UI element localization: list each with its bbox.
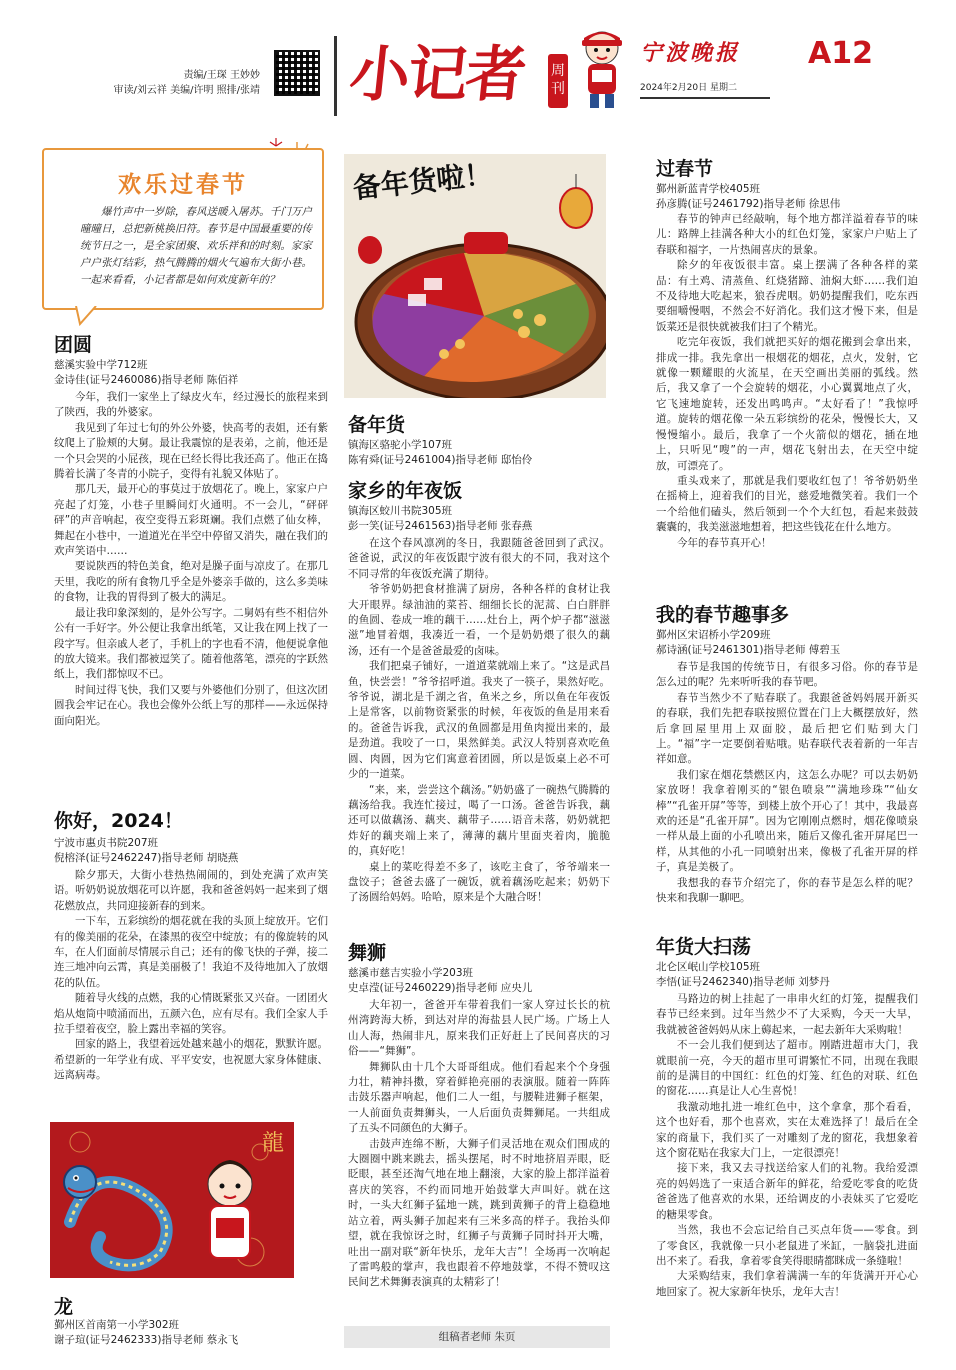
credits-block (60, 68, 260, 98)
paragraph: 今年的春节真开心！ (677, 536, 772, 549)
paper-logo: 宁波晚报 (640, 40, 741, 66)
new-year-goods-illustration-icon (344, 154, 606, 398)
paragraph: 回家的路上，我望着远处越来越小的烟花，默默许愿。希望新的一年学业有成、平平安安，也祝愿大家身体健康、远离病毒。 (54, 1038, 328, 1082)
article-title-quwei: 我的春节趣事多 (656, 604, 790, 626)
reporter-mascot-icon (572, 26, 630, 110)
article-title-long: 龙 (54, 1296, 74, 1318)
paragraph: 大年初一，爸爸开车带着我们一家人穿过长长的杭州湾跨海大桥，到达对岸的海盐县人民广场。广场上人山人海，热闹非凡，原来我们正好赶上了民间喜庆的习俗——“舞狮”。 (348, 999, 610, 1058)
qr-code[interactable] (274, 50, 320, 96)
article-author-guochunjie: 孙彦腾(证号2461792)指导老师 徐思伟 (656, 198, 841, 210)
article-school-quwei: 鄞州区宋诏桥小学209班 (656, 629, 771, 641)
article-author-beinianhuo: 陈宥舜(证号2461004)指导老师 邸怡伶 (348, 454, 533, 466)
paragraph: 一下车，五彩缤纷的烟花就在我的头顶上绽放开。它们有的像美丽的花朵，在漆黑的夜空中绽放；有的像旋转的风车，在人们面前尽情展示自己；还有的像飞快的子弹，接二连三地冲向云霄，真是美丽极了！我迫不及待地加入了放烟花的队伍。 (54, 915, 328, 989)
paragraph: 春节当然少不了贴春联了。我跟爸爸妈妈展开新买的春联，我们先把春联按照位置在门上大概摆放好，然后拿回屋里用上双面胶，最后把它们贴到大门上。“福”字一定要倒着贴哦。贴春联代表着新的一年吉祥如意。 (656, 691, 918, 766)
paragraph: 爷爷奶奶把食材推满了厨房，各种各样的食材让我大开眼界。绿油油的菜苔、细细长长的泥蒿、白白胖胖的鱼圆、卷成一堆的藕干……灶台上，两个炉子都“滋滋滋”地冒着烟，我凑近一看，一个是奶奶煨了很久的藕汤，还有一个是爸爸最爱的卤味。 (348, 583, 610, 657)
goods-drawing-text: 备年货啦！ (351, 157, 494, 205)
paragraph: 当然，我也不会忘记给自己买点年货——零食。到了零食区，我就像一只小老鼠进了米缸，一脑袋扎进面出不来了。看我，拿着零食笑得眼睛都眯成一条缝啦！ (656, 1224, 918, 1267)
dragon-illustration-icon (50, 1122, 294, 1278)
article-school-jiaxiang: 镇海区蛟川书院305班 (348, 505, 453, 517)
article-title-guochunjie: 过春节 (656, 158, 714, 180)
issue-date: 2024年2月20日 星期二 (640, 80, 770, 99)
paragraph: 马路边的树上挂起了一串串火红的灯笼，提醒我们春节已经来到。过年当然少不了大采购，今天一大早，我就被爸爸妈妈从床上薅起来，一起去新年大采购啦！ (656, 993, 918, 1036)
intro-text: 爆竹声中一岁除，春风送暖入屠苏。千门万户曈曈日，总把新桃换旧符。春节是中国最重要的传统节日之一，是全家团聚、欢乐祥和的时刻。家家户户张灯结彩，热气腾腾的烟火气遍布大街小巷。一起来看看，小记者都是如何欢度新年的？ (80, 206, 312, 286)
paragraph: 接下来，我又去寻找送给家人们的礼物。我给爱漂亮的妈妈选了一束适合新年的鲜花，给爱吃零食的吃货爸爸选了他喜欢的水果，还给调皮的小表妹买了它爱吃的糖果零食。 (656, 1162, 918, 1221)
article-body-jiaxiang (348, 536, 610, 922)
article-author-nihao: 倪榕泽(证号2462247)指导老师 胡晓燕 (54, 852, 239, 864)
paragraph: 春节的钟声已经敲响，每个地方都洋溢着春节的味儿：路牌上挂满各种大小的红色灯笼，家家户户贴上了春联和福字，一片热闹喜庆的景象。 (656, 213, 918, 256)
article-body-quwei (656, 660, 918, 924)
paragraph: 舞狮队由十几个大哥哥组成。他们看起来个个身强力壮，精神抖擞，穿着鲜艳亮丽的表演服。随着一阵阵击鼓乐器声响起，他们二人一组，与腰鞋进狮子框架，一人前面负责舞狮头，一人后面负责舞狮尾。一共组成了五头不同颜色的大狮子。 (348, 1060, 610, 1135)
credits-line-1: 责编/王琛 王妙妙 (183, 70, 260, 81)
article-school-nihao: 宁波市惠贞书院207班 (54, 837, 159, 849)
paragraph: 春节是我国的传统节日，有很多习俗。你的春节是怎么过的呢？先来听听我的春节吧。 (656, 661, 918, 689)
paragraph: 我们家在烟花禁燃区内，这怎么办呢？可以去奶奶家放呀！我拿着刚买的“银色喷泉”“满地珍珠”“仙女棒”“孔雀开屏”等等，到楼上放个开心了！其中，我最喜欢的还是“孔雀开屏”。因为它刚刚点燃时，烟花像喷泉一样从最上面的小孔喷出来，随后又像孔雀开屏尾巴一样，从其他的小孔一同喷射出来，像极了孔雀开屏的样子，真是美极了。 (656, 768, 918, 874)
article-author-quwei: 郝诗涵(证号2461301)指导老师 傅碧玉 (656, 644, 841, 656)
article-school-beinianhuo: 镇海区骆驼小学107班 (348, 439, 453, 451)
article-school-nianhuo: 北仑区岷山学校105班 (656, 961, 761, 973)
article-school-tuanyuan: 慈溪实验中学712班 (54, 359, 148, 371)
article-body-wushi (348, 998, 610, 1318)
speech-tail-icon (74, 306, 100, 326)
article-title-nianhuo: 年货大扫荡 (656, 936, 752, 958)
article-author-nianhuo: 李悟(证号2462340)指导老师 刘梦丹 (656, 976, 830, 988)
paragraph: 最让我印象深刻的，是外公写字。二舅妈有些不相信外公有一手好字。外公便让我拿出纸笔，又让我在网上找了一段字写。但亲戚人老了，手机上的字也看不清，他便说拿他的放大镜来。我们都被逗笑了。随着他落笔，漂亮的字跃然纸上，我们都惊叹不已。 (54, 606, 328, 681)
paragraph: 重头戏来了，那就是我们要收红包了！爷爷奶奶坐在摇椅上，迎着我们的目光，慈爱地微笑着。我们一个一个给他们磕头，然后领到一个个大红包，看起来鼓鼓囊囊的，我美滋滋地想着，把这些钱花在什么地方。 (656, 474, 918, 534)
article-title-nihao: 你好，2024！ (54, 810, 183, 832)
paragraph: “来，来，尝尝这个藕汤。”奶奶盛了一碗热气腾腾的藕汤给我。我连忙接过，喝了一口汤。爸爸告诉我，藕还可以做藕汤、藕夹、藕带子……语音未落，奶奶就把炸好的藕夹端上来了，薄薄的藕片里面夹着肉，脆脆的，真好吃！ (348, 783, 610, 858)
paragraph: 今年，我们一家坐上了绿皮火车，经过漫长的旅程来到了陕西，我的外婆家。 (54, 391, 328, 419)
paragraph: 我激动地扎进一堆红色中，这个拿拿，那个看看，这个也好看，那个也喜欢，实在太难选择了！最后在全家的商量下，我们买了一对雕刻了龙的窗花，我想象着这个窗花贴在我家大门上，一定很漂亮！ (656, 1100, 918, 1160)
article-title-beinianhuo: 备年货 (348, 414, 406, 436)
intro-box (42, 148, 324, 310)
article-author-long: 谢子瑄(证号2462333)指导老师 蔡永飞 (54, 1334, 239, 1346)
masthead-title: 小记者 (346, 40, 528, 110)
article-author-wushi: 史卓滢(证号2460229)指导老师 应央儿 (348, 982, 533, 994)
paragraph: 吃完年夜饭，我们就把买好的烟花搬到会拿出来，排成一排。我先拿出一根烟花的烟花，点火，发射，它就像一颗耀眼的火流星，在天空画出美丽的弧线。然后，我又拿了一个会旋转的烟花，小心翼翼地点了火，它飞速地旋转，还发出鸣鸣声。“太好看了！”我惊呼道。旋转的烟花像一朵五彩缤纷的花朵，慢慢长大，又慢慢缩小。最后，我拿了一个火箭似的烟花，插在地上，只听见“嗖”的一声，烟花飞射出去，在天空中绽放，可漂亮了。 (656, 336, 918, 472)
article-body-guochunjie (656, 212, 918, 592)
paragraph: 不一会儿我们便到达了超市。刚踏进超市大门，我就眼前一亮，今天的超市里可谓繁忙不同，出现在我眼前的是满目的中国红：红色的灯笼、红色的对联、红色的窗花……真是让人心生喜悦！ (656, 1039, 918, 1098)
article-title-wushi: 舞狮 (348, 942, 387, 964)
page-number: A12 (808, 36, 873, 71)
article-school-long: 鄞州区首南第一小学302班 (54, 1319, 180, 1331)
paragraph: 击鼓声连绵不断，大狮子们灵活地在观众们围成的大圈圈中跳来跳去，摇头摆尾，时不时地挤眉弄眼，眨眨眼，甚至还淘气地在地上翻滚，大家的脸上都洋溢着喜庆的笑容，不约而同地开始鼓掌大声叫好。就在这时，一头大红狮子猛地一跳，跳到黄狮子的背上稳稳地站立着，两头狮子加起来有三米多高的样子。我抬头仰望，就在我惊讶之时，红狮子与黄狮子同时抖开大嘴，吐出一副对联“新年快乐，龙年大吉”！全场再一次响起了雷鸣般的掌声，我也跟着不停地鼓掌，不得不赞叹这民间艺术舞狮表演真的太精彩了！ (348, 1137, 610, 1289)
paragraph: 我们把桌子铺好，一道道菜就端上来了。“这是武昌鱼，快尝尝！”爷爷招呼道。我夹了一筷子，果然好吃。爷爷说，湖北是千湖之省，鱼米之乡，所以鱼在年夜饭上是常客，以前物资紧张的时候，年夜饭的鱼是用来看的。爸爸告诉我，武汉的鱼圆都是用鱼肉搅出来的，最是劲道。我咬了一口，果然鲜美。武汉人特别喜欢吃鱼圆、肉圆，因为它们寓意着团圆，所以是饭桌上必不可少的一道菜。 (348, 660, 610, 781)
weekly-badge: 周刊 (548, 54, 568, 108)
new-year-goods-drawing (344, 154, 606, 398)
paragraph: 那几天，最开心的事莫过于放烟花了。晚上，家家户户亮起了灯笼，小巷子里瞬间灯火通明。不一会儿，“砰砰砰”的声音响起，夜空变得五彩斑斓。我们点燃了仙女棒，舞起在小巷中，一道道光在半空中停留又消失，融在我们的欢声笑语中…… (54, 483, 328, 558)
dragon-drawing (50, 1122, 294, 1278)
paragraph: 除夕的年夜饭很丰富。桌上摆满了各种各样的菜品：有土鸡、清蒸鱼、红烧猪蹄、油焖大虾……我们迫不及待地大吃起来，狼吞虎咽。奶奶提醒我们，吃东西要细嚼慢咽，不然会不好消化。我们这才慢下来，但是饭菜还是很快就被我们扫了个精光。 (656, 259, 918, 333)
credits-line-2: 审读/刘云祥 美编/许明 照排/张靖 (113, 85, 260, 96)
article-body-nihao (54, 868, 328, 1110)
dragon-drawing-text: 龍 (262, 1131, 285, 1156)
header-divider (334, 36, 337, 116)
paragraph: 桌上的菜吃得差不多了，该吃主食了，爷爷端来一盘饺子；爸爸去盛了一碗饭，就着藕汤吃起来；奶奶下了汤圆给妈妈。哈哈，原来是个大融合呀！ (348, 860, 610, 904)
page-editor: 组稿者老师 朱页 (344, 1326, 610, 1348)
article-author-tuanyuan: 金诗佳(证号2460086)指导老师 陈佰祥 (54, 374, 239, 386)
paragraph: 大采购结束，我们拿着满满一车的年货满开开心心地回家了。祝大家新年快乐，龙年大吉！ (656, 1270, 918, 1298)
intro-title: 欢乐过春节 (118, 172, 248, 198)
paragraph: 我想我的春节介绍完了，你的春节是怎么样的呢？快来和我聊一聊吧。 (656, 876, 918, 905)
paragraph: 随着导火线的点燃，我的心情既紧张又兴奋。一团团火焰从炮筒中喷涌而出，五颜六色，应有尽有。我们全家人手拉手望着夜空，脸上露出幸福的笑容。 (54, 992, 328, 1036)
article-school-wushi: 慈溪市慈吉实验小学203班 (348, 967, 474, 979)
article-school-guochunjie: 鄞州新蓝青学校405班 (656, 183, 761, 195)
article-body-nianhuo (656, 992, 918, 1354)
paragraph: 除夕那天，大街小巷热热闹闹的，到处充满了欢声笑语。听奶奶说放烟花可以许愿，我和爸爸妈妈一起来到了烟花燃放点，共同迎接新春的到来。 (54, 869, 328, 912)
paragraph: 时间过得飞快，我们又要与外婆他们分别了，但这次团圆我会牢记在心。我也会像外公纸上写的那样——永远保持面向阳光。 (54, 683, 328, 727)
paragraph: 我见到了年过七旬的外公外婆，快高考的表姐，还有紫纹爬上了脸颊的大舅。最让我震惊的是表弟，之前，他还是一个只会哭的小屁孩，现在已经长得比我还高了。他正在捣腾着长满了冬青的小院子，变得有礼貌又体贴了。 (54, 421, 328, 481)
paragraph: 要说陕西的特色美食，绝对是臊子面与凉皮了。在那几天里，我吃的所有食物几乎全是外婆亲手做的，这么多美味的食物，让我的胃得到了极大的满足。 (54, 560, 328, 604)
article-body-tuanyuan (54, 390, 328, 788)
article-title-tuanyuan: 团圆 (54, 334, 93, 356)
article-author-jiaxiang: 彭一笑(证号2461563)指导老师 张春燕 (348, 520, 533, 532)
article-title-jiaxiang: 家乡的年夜饭 (348, 480, 463, 502)
paragraph: 在这个春风凛冽的冬日，我跟随爸爸回到了武汉。爸爸说，武汉的年夜饭跟宁波有很大的不同，我对这个不同寻常的年夜饭充满了期待。 (348, 537, 610, 580)
